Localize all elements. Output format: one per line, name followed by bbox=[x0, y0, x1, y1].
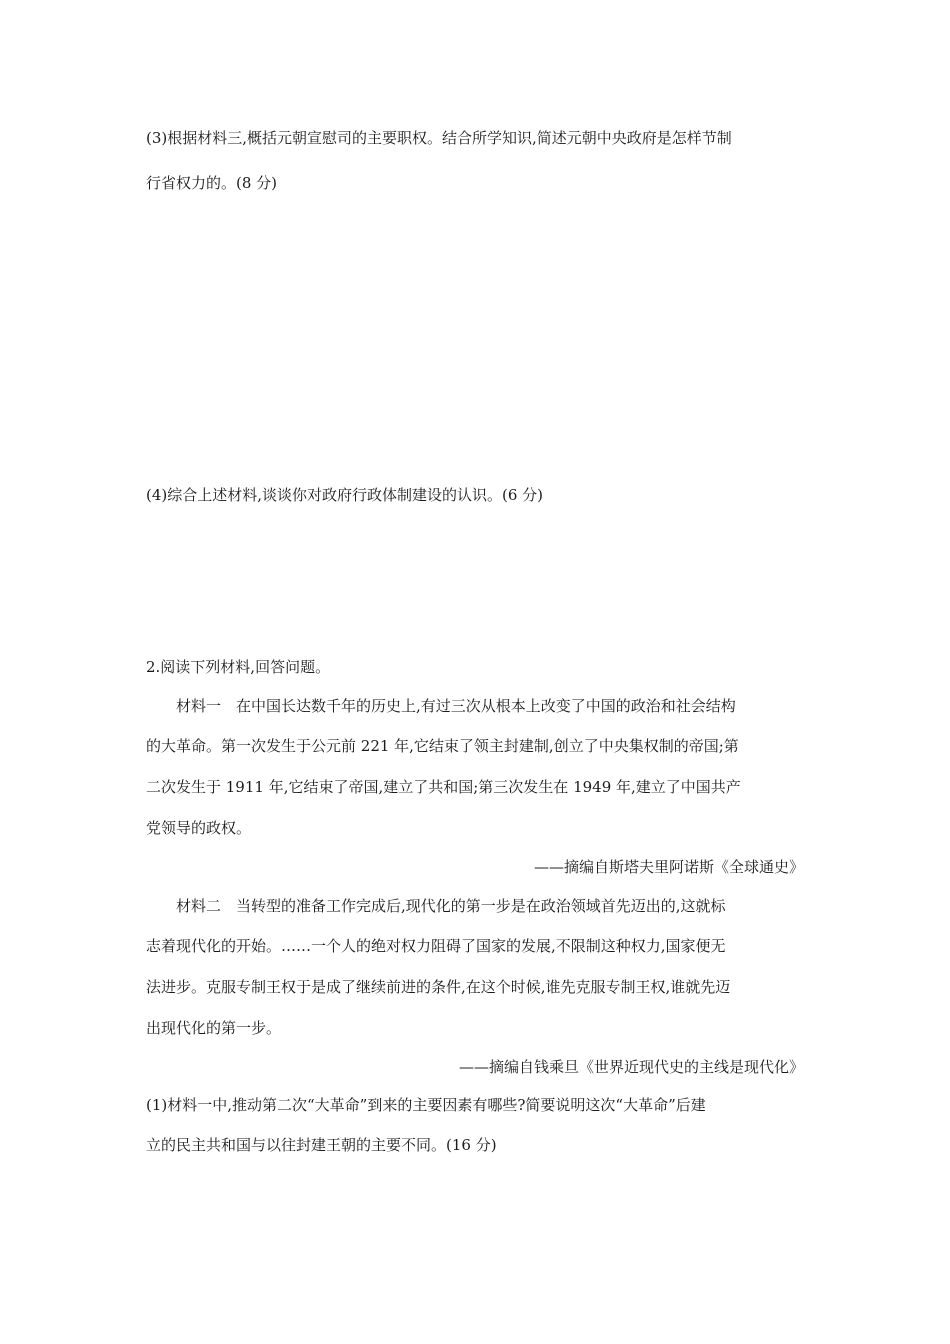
material2-line-3: 法进步。克服专制王权于是成了继续前进的条件,在这个时候,谁先克服专制王权,谁就先迈 bbox=[146, 978, 731, 996]
material2-line-2: 志着现代化的开始。……一个人的绝对权力阻碍了国家的发展,不限制这种权力,国家便无 bbox=[146, 937, 726, 955]
q4-text-line-1: (4)综合上述材料,谈谈你对政府行政体制建设的认识。(6 分) bbox=[146, 486, 544, 504]
q2-header: 2.阅读下列材料,回答问题。 bbox=[146, 658, 331, 676]
material1-source: ——摘编自斯塔夫里阿诺斯《全球通史》 bbox=[533, 858, 804, 876]
material1-line-3: 二次发生于 1911 年,它结束了帝国,建立了共和国;第三次发生在 1949 年,建立了中国共产 bbox=[146, 778, 741, 796]
material1-line-1: 材料一 在中国长达数千年的历史上,有过三次从根本上改变了中国的政治和社会结构 bbox=[176, 697, 736, 715]
material2-line-1: 材料二 当转型的准备工作完成后,现代化的第一步是在政治领域首先迈出的,这就标 bbox=[176, 897, 726, 915]
q3-text-line-1: (3)根据材料三,概括元朝宣慰司的主要职权。结合所学知识,简述元朝中央政府是怎样节制 bbox=[146, 129, 732, 147]
sub1-line-2: 立的民主共和国与以往封建王朝的主要不同。(16 分) bbox=[146, 1136, 497, 1154]
material2-source: ——摘编自钱乘旦《世界近现代史的主线是现代化》 bbox=[458, 1058, 804, 1076]
material1-line-4: 党领导的政权。 bbox=[146, 819, 252, 837]
q3-text-line-2: 行省权力的。(8 分) bbox=[146, 174, 278, 192]
material2-line-4: 出现代化的第一步。 bbox=[146, 1019, 282, 1037]
material1-line-2: 的大革命。第一次发生于公元前 221 年,它结束了领主封建制,创立了中央集权制的帝国;第 bbox=[146, 737, 739, 755]
sub1-line-1: (1)材料一中,推动第二次“大革命”到来的主要因素有哪些?简要说明这次“大革命”后建 bbox=[146, 1096, 706, 1114]
